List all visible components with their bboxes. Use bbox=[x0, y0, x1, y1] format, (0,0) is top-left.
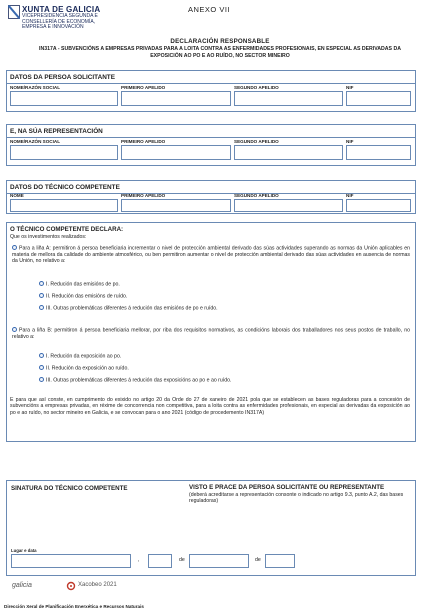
field-label-surname1: PRIMEIRO APELIDO bbox=[121, 85, 166, 90]
closing-paragraph: E para que así conste, en cumprimento do exixido no artigo 20 da Orde do 27 de xaneiro de 2021 pola que se establecen as bases reguladoras para a concesión de subvencións a empresas privadas, en réxime de concorrencia non competitiva, para a loita contra as enfermidades profesionais, en especial as derivadas da exposición ao po e ao ruído, no sector mineiro en Galicia, e se convocan para o ano 2021 (código de procedemento IN317A) bbox=[10, 397, 410, 416]
section-technician bbox=[6, 180, 416, 214]
department-line-2: CONSELLERÍA DE ECONOMÍA, bbox=[22, 18, 96, 25]
radio-icon[interactable] bbox=[39, 377, 44, 382]
technician-signature-label: SINATURA DO TÉCNICO COMPETENTE bbox=[11, 485, 128, 492]
technician-name-input[interactable] bbox=[10, 199, 118, 212]
applicant-approval-title: VISTO E PRACE DA PERSOA SOLICITANTE OU REPRESENTANTE bbox=[189, 484, 385, 491]
line-a-option-2[interactable] bbox=[39, 293, 127, 300]
field-label-name: NOME/RAZÓN SOCIAL bbox=[10, 85, 61, 90]
galicia-logo: galicia bbox=[12, 582, 32, 589]
footer-logos bbox=[10, 580, 430, 596]
document-subtitle-1: IN317A - SUBVENCIÓNS A EMPRESAS PRIVADAS PARA A LOITA CONTRA AS ENFERMIDADES PROFESIONAIS, EN ESPECIAL AS DERIVADAS DA bbox=[39, 46, 401, 52]
line-a-option-1[interactable] bbox=[39, 281, 120, 288]
line-b-paragraph bbox=[10, 327, 410, 340]
applicant-name-input[interactable] bbox=[10, 91, 118, 106]
xacobeo-icon bbox=[66, 581, 76, 591]
declaration-heading: O TÉCNICO COMPETENTE DECLARA: bbox=[10, 226, 124, 233]
field-label-surname1: PRIMEIRO APELIDO bbox=[121, 139, 166, 144]
department-line-3: EMPRESA E INNOVACIÓN bbox=[22, 24, 84, 30]
place-input[interactable] bbox=[11, 554, 131, 568]
technician-surname2-input[interactable] bbox=[234, 199, 343, 212]
option-label: I. Redución das emisións de po. bbox=[46, 281, 120, 288]
de-separator-1: de bbox=[179, 557, 185, 563]
field-label-surname2: SEGUNDO APELIDO bbox=[234, 139, 279, 144]
radio-icon[interactable] bbox=[39, 353, 44, 358]
declaration-section bbox=[6, 222, 416, 442]
field-label-nif: NIF bbox=[346, 193, 354, 198]
line-a-paragraph bbox=[10, 245, 410, 265]
section-heading: DATOS DA PERSOA SOLICITANTE bbox=[7, 71, 415, 84]
applicant-approval-note: (deberá acreditarse a representación consonte o indicado no artigo 9.3, punto A.2, das bases reguladoras) bbox=[189, 492, 404, 505]
line-a-radio[interactable] bbox=[12, 245, 17, 250]
representative-surname2-input[interactable] bbox=[234, 145, 343, 160]
field-label-nif: NIF bbox=[346, 85, 354, 90]
document-subtitle-2: EXPOSICIÓN AO PO E AO RUÍDO, NO SECTOR MINEIRO bbox=[150, 53, 290, 60]
applicant-surname2-input[interactable] bbox=[234, 91, 343, 106]
comma-separator: , bbox=[138, 557, 140, 563]
declaration-intro: Que os investimentos realizados: bbox=[10, 234, 87, 240]
line-a-text: Para a liña A: permitiron á persoa beneficiaria incrementar o nivel de protección ambiental derivado das súas actividades superando as normas da Unión aplicables en materia de mellora da calidade do ambiente atmosférico, ou ben permitiron aumentar o nivel de protección ambiental derivado das súas actividades en ausencia de normas da Unión, no relativo a: bbox=[12, 245, 410, 265]
section-heading: E, NA SÚA REPRESENTACIÓN bbox=[7, 125, 415, 138]
year-input[interactable] bbox=[265, 554, 295, 568]
de-separator-2: de bbox=[255, 557, 261, 563]
radio-icon[interactable] bbox=[39, 293, 44, 298]
field-label-name: NOME bbox=[10, 193, 24, 198]
document-title: DECLARACIÓN RESPONSABLE bbox=[170, 38, 270, 45]
field-label-nif: NIF bbox=[346, 139, 354, 144]
representative-nif-input[interactable] bbox=[346, 145, 411, 160]
field-label-surname2: SEGUNDO APELIDO bbox=[234, 85, 279, 90]
technician-surname1-input[interactable] bbox=[121, 199, 231, 212]
day-input[interactable] bbox=[148, 554, 172, 568]
line-b-option-1[interactable] bbox=[39, 353, 121, 360]
title-block bbox=[30, 38, 410, 60]
annex-label: ANEXO VII bbox=[188, 5, 231, 14]
radio-icon[interactable] bbox=[39, 365, 44, 370]
place-date-label: Lugar e data bbox=[11, 548, 37, 553]
field-label-surname2: SEGUNDO APELIDO bbox=[234, 193, 279, 198]
applicant-nif-input[interactable] bbox=[346, 91, 411, 106]
radio-icon[interactable] bbox=[39, 305, 44, 310]
page-header bbox=[8, 4, 431, 38]
option-label: II. Redución das emisións de ruído. bbox=[46, 293, 128, 300]
representative-surname1-input[interactable] bbox=[121, 145, 231, 160]
option-label: III. Outras problemáticas diferentes á redución das exposicións ao po e ao ruído. bbox=[46, 377, 232, 384]
representative-name-input[interactable] bbox=[10, 145, 118, 160]
xacobeo-logo: Xacobeo 2021 bbox=[78, 582, 117, 588]
section-applicant bbox=[6, 70, 416, 112]
signature-section bbox=[6, 480, 416, 576]
option-label: III. Outras problemáticas diferentes á redución das emisións de po e ruído. bbox=[46, 305, 218, 312]
option-label: I. Redución da exposición ao po. bbox=[46, 353, 122, 360]
line-b-option-2[interactable] bbox=[39, 365, 129, 372]
field-label-name: NOME/RAZÓN SOCIAL bbox=[10, 139, 61, 144]
department-line-1: VICEPRESIDENCIA SEGUNDA E bbox=[22, 13, 98, 19]
department-footer: Dirección Xeral de Planificación Enerxética e Recursos Naturais bbox=[4, 604, 144, 609]
xunta-title: XUNTA DE GALICIA bbox=[22, 5, 101, 14]
applicant-surname1-input[interactable] bbox=[121, 91, 231, 106]
line-a-option-3[interactable] bbox=[39, 305, 218, 312]
xunta-shield-icon bbox=[8, 5, 20, 19]
month-input[interactable] bbox=[189, 554, 249, 568]
line-b-option-3[interactable] bbox=[39, 377, 231, 384]
technician-nif-input[interactable] bbox=[346, 199, 411, 212]
section-heading: DATOS DO TÉCNICO COMPETENTE bbox=[7, 181, 415, 194]
field-label-surname1: PRIMEIRO APELIDO bbox=[121, 193, 166, 198]
line-b-radio[interactable] bbox=[12, 327, 17, 332]
radio-icon[interactable] bbox=[39, 281, 44, 286]
line-b-text: Para a liña B: permitiron á persoa beneficiaria mellorar, por riba dos requisitos normativos, as condicións laborais dos traballadores nos seus postos de traballo, no relativo a: bbox=[12, 327, 410, 340]
section-representative bbox=[6, 124, 416, 166]
option-label: II. Redución da exposición ao ruído. bbox=[46, 365, 129, 372]
